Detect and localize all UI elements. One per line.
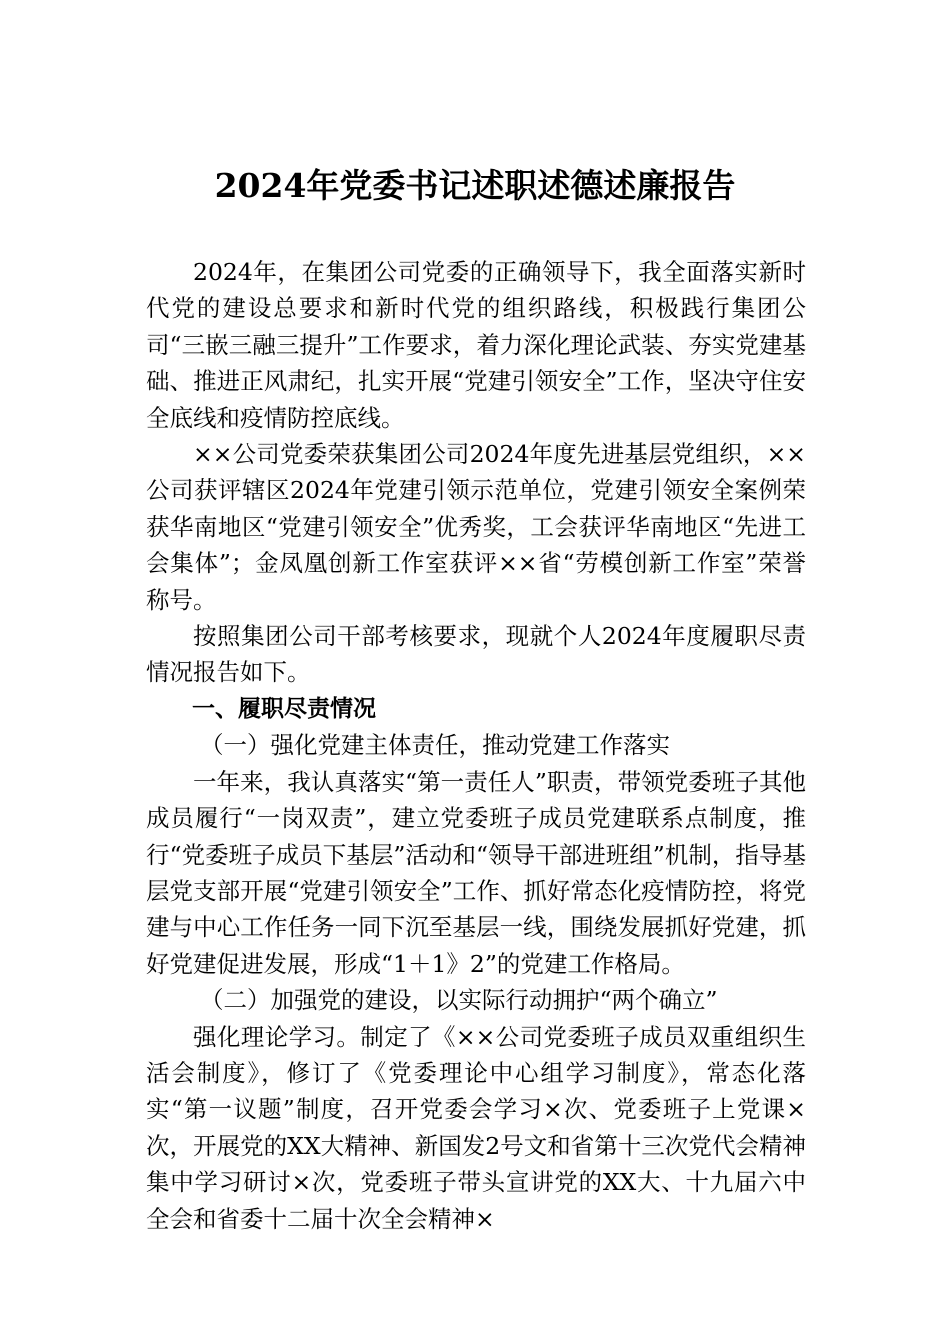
paragraph-intro: 2024年，在集团公司党委的正确领导下，我全面落实新时代党的建设总要求和新时代党的组织路线，积极践行集团公司“三嵌三融三提升”工作要求，着力深化理论武装、夯实党建基础、推进正风肃纪，扎实开展“党建引领安全”工作，坚决守住安全底线和疫情防控底线。 <box>146 258 806 432</box>
document-title: 2024年党委书记述职述德述廉报告 <box>214 166 736 205</box>
paragraph-report-intro: 按照集团公司干部考核要求，现就个人2024年度履职尽责情况报告如下。 <box>146 622 806 687</box>
paragraph-theory-study: 强化理论学习。制定了《××公司党委班子成员双重组织生活会制度》，修订了《党委理论中心组学习制度》，常态化落实“第一议题”制度，召开党委会学习×次、党委班子上党课×次，开展党的XX大精神、新国发2号文和省第十三次党代会精神集中学习研讨×次，党委班子带头宣讲党的XX大、十九届六中全会和省委十二届十次全会精神× <box>146 1022 806 1233</box>
paragraph-responsibility: 一年来，我认真落实“第一责任人”职责，带领党委班子其他成员履行“一岗双责”，建立党委班子成员党建联系点制度，推行“党委班子成员下基层”活动和“领导干部进班组”机制，指导基层党支部开展“党建引领安全”工作、抓好常态化疫情防控，将党建与中心工作任务一同下沉至基层一线，围绕发展抓好党建，抓好党建促进发展，形成“1＋1》2”的党建工作格局。 <box>146 767 806 978</box>
document-body <box>146 254 806 1237</box>
section-heading: 一、履职尽责情况 <box>192 695 376 722</box>
subsection-heading-1: （一）强化党建主体责任，推动党建工作落实 <box>200 731 671 760</box>
paragraph-honors: ××公司党委荣获集团公司2024年度先进基层党组织，××公司获评辖区2024年党建引领示范单位，党建引领安全案例荣获华南地区“党建引领安全”优秀奖，工会获评华南地区“先进工会集体”；金凤凰创新工作室获评××省“劳模创新工作室”荣誉称号。 <box>146 440 806 614</box>
subsection-heading-2: （二）加强党的建设，以实际行动拥护“两个确立” <box>200 986 718 1015</box>
